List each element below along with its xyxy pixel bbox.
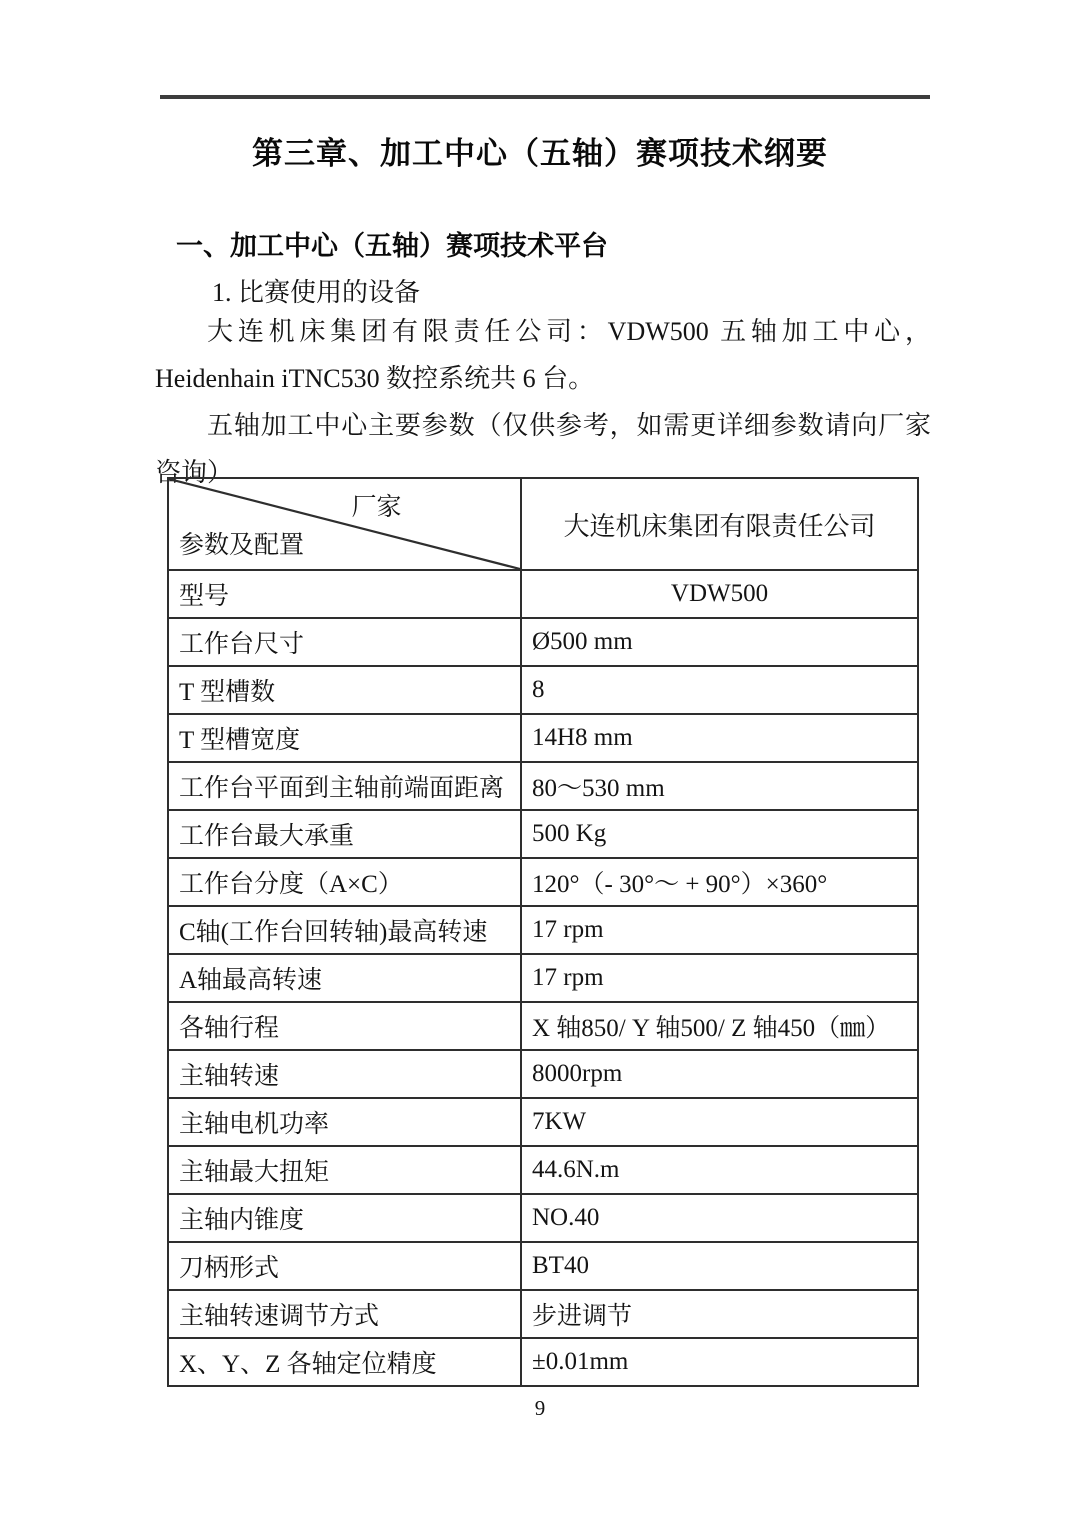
table-row — [168, 954, 918, 1002]
table-row — [168, 1242, 918, 1290]
row-value-cell: Ø500 mm — [521, 618, 918, 666]
table-row — [168, 1338, 918, 1386]
row-label-cell: 刀柄形式 — [168, 1242, 521, 1290]
table-row — [168, 1194, 918, 1242]
section-heading: 一、加工中心（五轴）赛项技术平台 — [176, 231, 608, 261]
table-row — [168, 1146, 918, 1194]
row-label-cell: 各轴行程 — [168, 1002, 521, 1050]
table-row — [168, 666, 918, 714]
corner-label-parameters: 参数及配置 — [179, 532, 305, 559]
row-value-cell: 8 — [521, 666, 918, 714]
row-label-cell: 主轴转速调节方式 — [168, 1290, 521, 1338]
table-row — [168, 1002, 918, 1050]
row-value-cell: 80～530 mm — [521, 762, 918, 810]
table-row — [168, 1098, 918, 1146]
row-value-cell: VDW500 — [521, 570, 918, 618]
table-row — [168, 810, 918, 858]
row-label-cell: X、Y、Z 各轴定位精度 — [168, 1338, 521, 1386]
row-value-cell: ±0.01mm — [521, 1338, 918, 1386]
row-label-cell: 工作台平面到主轴前端面距离 — [168, 762, 521, 810]
row-value-cell: 7KW — [521, 1098, 918, 1146]
row-label-cell: 主轴最大扭矩 — [168, 1146, 521, 1194]
corner-label-manufacturer: 厂家 — [351, 494, 402, 521]
row-label-cell: 型号 — [168, 570, 521, 618]
page-title: 第三章、加工中心（五轴）赛项技术纲要 — [252, 136, 828, 171]
row-label-cell: 主轴内锥度 — [168, 1194, 521, 1242]
table-header-row — [168, 478, 918, 570]
table-row — [168, 858, 918, 906]
row-value-cell: 500 Kg — [521, 810, 918, 858]
row-value-cell: 14H8 mm — [521, 714, 918, 762]
table-row — [168, 1050, 918, 1098]
row-value-cell: 17 rpm — [521, 906, 918, 954]
paragraph-parameters-note: 五轴加工中心主要参数（仅供参考，如需更详细参数请向厂家咨询） — [155, 411, 931, 487]
list-item-equipment: 1. 比赛使用的设备 — [212, 278, 421, 307]
row-label-cell: T 型槽数 — [168, 666, 521, 714]
table-row — [168, 906, 918, 954]
row-value-cell: BT40 — [521, 1242, 918, 1290]
row-value-cell: 17 rpm — [521, 954, 918, 1002]
table-row — [168, 570, 918, 618]
row-value-cell: NO.40 — [521, 1194, 918, 1242]
company-header-cell: 大连机床集团有限责任公司 — [521, 478, 918, 570]
corner-header-cell — [168, 478, 521, 570]
page-number: 9 — [534, 1396, 546, 1420]
row-label-cell: T 型槽宽度 — [168, 714, 521, 762]
table-row — [168, 1290, 918, 1338]
row-label-cell: 主轴电机功率 — [168, 1098, 521, 1146]
row-value-cell: X 轴850/ Y 轴500/ Z 轴450（㎜） — [521, 1002, 918, 1050]
table-row — [168, 618, 918, 666]
row-label-cell: 工作台分度（A×C） — [168, 858, 521, 906]
row-value-cell: 120°（- 30°～ + 90°）×360° — [521, 858, 918, 906]
table-row — [168, 762, 918, 810]
spec-table — [167, 477, 919, 1387]
row-value-cell: 44.6N.m — [521, 1146, 918, 1194]
table-row — [168, 714, 918, 762]
body-paragraphs — [155, 308, 931, 496]
row-label-cell: 工作台最大承重 — [168, 810, 521, 858]
row-label-cell: 主轴转速 — [168, 1050, 521, 1098]
row-label-cell: 工作台尺寸 — [168, 618, 521, 666]
paragraph-equipment: 大连机床集团有限责任公司：VDW500 五轴加工中心，Heidenhain iTNC530 数控系统共 6 台。 — [155, 317, 931, 393]
header-rule-divider — [160, 95, 930, 99]
row-label-cell: A轴最高转速 — [168, 954, 521, 1002]
row-label-cell: C轴(工作台回转轴)最高转速 — [168, 906, 521, 954]
spec-table-body — [168, 478, 918, 1386]
row-value-cell: 步进调节 — [521, 1290, 918, 1338]
row-value-cell: 8000rpm — [521, 1050, 918, 1098]
